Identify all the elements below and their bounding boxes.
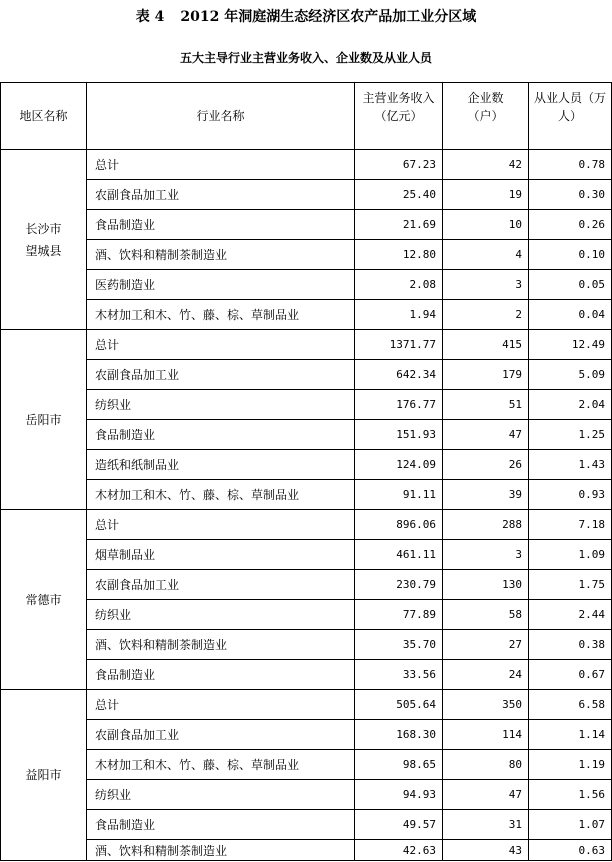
header-enterprises-line2: （户） [467, 109, 504, 123]
revenue-cell: 642.34 [355, 360, 443, 390]
employees-cell: 0.05 [529, 270, 612, 300]
revenue-cell: 151.93 [355, 420, 443, 450]
enterprises-cell: 288 [443, 510, 529, 540]
region-cell [1, 510, 87, 690]
header-revenue-line2: （亿元） [374, 109, 423, 123]
table-row [1, 780, 612, 810]
header-revenue-line1: 主营业务收入 [362, 91, 435, 105]
revenue-cell: 67.23 [355, 150, 443, 180]
table-row [1, 750, 612, 780]
revenue-cell: 176.77 [355, 390, 443, 420]
enterprises-cell: 19 [443, 180, 529, 210]
header-revenue [355, 83, 443, 150]
table-row [1, 360, 612, 390]
header-employees-line2: 人） [557, 109, 582, 123]
enterprises-cell: 24 [443, 660, 529, 690]
enterprises-cell: 51 [443, 390, 529, 420]
industry-cell: 医药制造业 [87, 270, 355, 300]
header-industry: 行业名称 [87, 83, 355, 150]
employees-cell: 0.26 [529, 210, 612, 240]
employees-cell: 7.18 [529, 510, 612, 540]
revenue-cell: 21.69 [355, 210, 443, 240]
table-row [1, 570, 612, 600]
employees-cell: 0.38 [529, 630, 612, 660]
industry-cell: 总计 [87, 330, 355, 360]
enterprises-cell: 415 [443, 330, 529, 360]
industry-cell: 酒、饮料和精制茶制造业 [87, 840, 355, 861]
table-row [1, 810, 612, 840]
revenue-cell: 896.06 [355, 510, 443, 540]
industry-cell: 纺织业 [87, 780, 355, 810]
enterprises-cell: 179 [443, 360, 529, 390]
employees-cell: 1.75 [529, 570, 612, 600]
industry-cell: 酒、饮料和精制茶制造业 [87, 630, 355, 660]
industry-cell: 木材加工和木、竹、藤、棕、草制品业 [87, 750, 355, 780]
table-row [1, 150, 612, 180]
enterprises-cell: 350 [443, 690, 529, 720]
table-subtitle: 五大主导行业主营业务收入、企业数及从业人员 [179, 51, 432, 65]
enterprises-cell: 31 [443, 810, 529, 840]
table-row [1, 480, 612, 510]
revenue-cell: 25.40 [355, 180, 443, 210]
revenue-cell: 505.64 [355, 690, 443, 720]
header-region: 地区名称 [1, 83, 87, 150]
table-row [1, 600, 612, 630]
industry-cell: 农副食品加工业 [87, 360, 355, 390]
industry-cell: 食品制造业 [87, 420, 355, 450]
industry-cell: 造纸和纸制品业 [87, 450, 355, 480]
employees-cell: 5.09 [529, 360, 612, 390]
employees-cell: 6.58 [529, 690, 612, 720]
employees-cell: 0.93 [529, 480, 612, 510]
enterprises-cell: 26 [443, 450, 529, 480]
employees-cell: 0.04 [529, 300, 612, 330]
industry-cell: 总计 [87, 690, 355, 720]
region-name: 长沙市 [25, 221, 62, 236]
revenue-cell: 124.09 [355, 450, 443, 480]
region-cell [1, 330, 87, 510]
table-number: 表 4 [135, 9, 165, 25]
industry-cell: 纺织业 [87, 600, 355, 630]
enterprises-cell: 114 [443, 720, 529, 750]
employees-cell: 2.44 [529, 600, 612, 630]
header-row [1, 83, 612, 150]
table-row [1, 390, 612, 420]
table-row [1, 660, 612, 690]
employees-cell: 12.49 [529, 330, 612, 360]
revenue-cell: 168.30 [355, 720, 443, 750]
region-name: 岳阳市 [25, 412, 62, 427]
enterprises-cell: 27 [443, 630, 529, 660]
enterprises-cell: 80 [443, 750, 529, 780]
revenue-cell: 1.94 [355, 300, 443, 330]
table-row [1, 420, 612, 450]
revenue-cell: 98.65 [355, 750, 443, 780]
industry-cell: 农副食品加工业 [87, 570, 355, 600]
employees-cell: 1.43 [529, 450, 612, 480]
table-row [1, 720, 612, 750]
industry-cell: 烟草制品业 [87, 540, 355, 570]
enterprises-cell: 43 [443, 840, 529, 861]
employees-cell: 1.56 [529, 780, 612, 810]
industry-cell: 食品制造业 [87, 810, 355, 840]
header-employees-line1: 从业人员（万 [533, 91, 606, 105]
industry-cell: 食品制造业 [87, 210, 355, 240]
table-row [1, 180, 612, 210]
industry-cell: 酒、饮料和精制茶制造业 [87, 240, 355, 270]
employees-cell: 2.04 [529, 390, 612, 420]
industry-cell: 总计 [87, 510, 355, 540]
revenue-cell: 42.63 [355, 840, 443, 861]
table-row [1, 540, 612, 570]
enterprises-cell: 3 [443, 540, 529, 570]
industry-cell: 农副食品加工业 [87, 180, 355, 210]
employees-cell: 0.63 [529, 840, 612, 861]
table-row [1, 210, 612, 240]
employees-cell: 1.07 [529, 810, 612, 840]
industry-cell: 木材加工和木、竹、藤、棕、草制品业 [87, 300, 355, 330]
enterprises-cell: 42 [443, 150, 529, 180]
data-table [0, 82, 612, 861]
employees-cell: 1.19 [529, 750, 612, 780]
table-row [1, 240, 612, 270]
employees-cell: 0.67 [529, 660, 612, 690]
table-title-text: 2012 年洞庭湖生态经济区农产品加工业分区域 [180, 9, 477, 25]
table-row [1, 690, 612, 720]
region-cell [1, 150, 87, 330]
enterprises-cell: 2 [443, 300, 529, 330]
enterprises-cell: 10 [443, 210, 529, 240]
industry-cell: 纺织业 [87, 390, 355, 420]
employees-cell: 0.10 [529, 240, 612, 270]
region-name: 常德市 [25, 592, 62, 607]
employees-cell: 0.30 [529, 180, 612, 210]
employees-cell: 0.78 [529, 150, 612, 180]
enterprises-cell: 130 [443, 570, 529, 600]
header-enterprises [443, 83, 529, 150]
table-row [1, 840, 612, 861]
region-subname: 望城县 [25, 243, 62, 258]
revenue-cell: 35.70 [355, 630, 443, 660]
industry-cell: 木材加工和木、竹、藤、棕、草制品业 [87, 480, 355, 510]
revenue-cell: 49.57 [355, 810, 443, 840]
enterprises-cell: 4 [443, 240, 529, 270]
industry-cell: 总计 [87, 150, 355, 180]
revenue-cell: 12.80 [355, 240, 443, 270]
table-body [1, 150, 612, 861]
enterprises-cell: 47 [443, 420, 529, 450]
revenue-cell: 230.79 [355, 570, 443, 600]
region-name: 益阳市 [25, 768, 62, 782]
enterprises-cell: 58 [443, 600, 529, 630]
employees-cell: 1.25 [529, 420, 612, 450]
header-employees [529, 83, 612, 150]
table-row [1, 330, 612, 360]
enterprises-cell: 3 [443, 270, 529, 300]
table-row [1, 630, 612, 660]
revenue-cell: 2.08 [355, 270, 443, 300]
revenue-cell: 461.11 [355, 540, 443, 570]
revenue-cell: 94.93 [355, 780, 443, 810]
industry-cell: 食品制造业 [87, 660, 355, 690]
header-enterprises-line1: 企业数 [467, 91, 504, 105]
table-title [0, 6, 612, 26]
industry-cell: 农副食品加工业 [87, 720, 355, 750]
employees-cell: 1.14 [529, 720, 612, 750]
revenue-cell: 1371.77 [355, 330, 443, 360]
revenue-cell: 91.11 [355, 480, 443, 510]
region-cell [1, 690, 87, 861]
table-row [1, 450, 612, 480]
revenue-cell: 77.89 [355, 600, 443, 630]
table-row [1, 300, 612, 330]
enterprises-cell: 47 [443, 780, 529, 810]
table-row [1, 270, 612, 300]
revenue-cell: 33.56 [355, 660, 443, 690]
enterprises-cell: 39 [443, 480, 529, 510]
employees-cell: 1.09 [529, 540, 612, 570]
table-row [1, 510, 612, 540]
